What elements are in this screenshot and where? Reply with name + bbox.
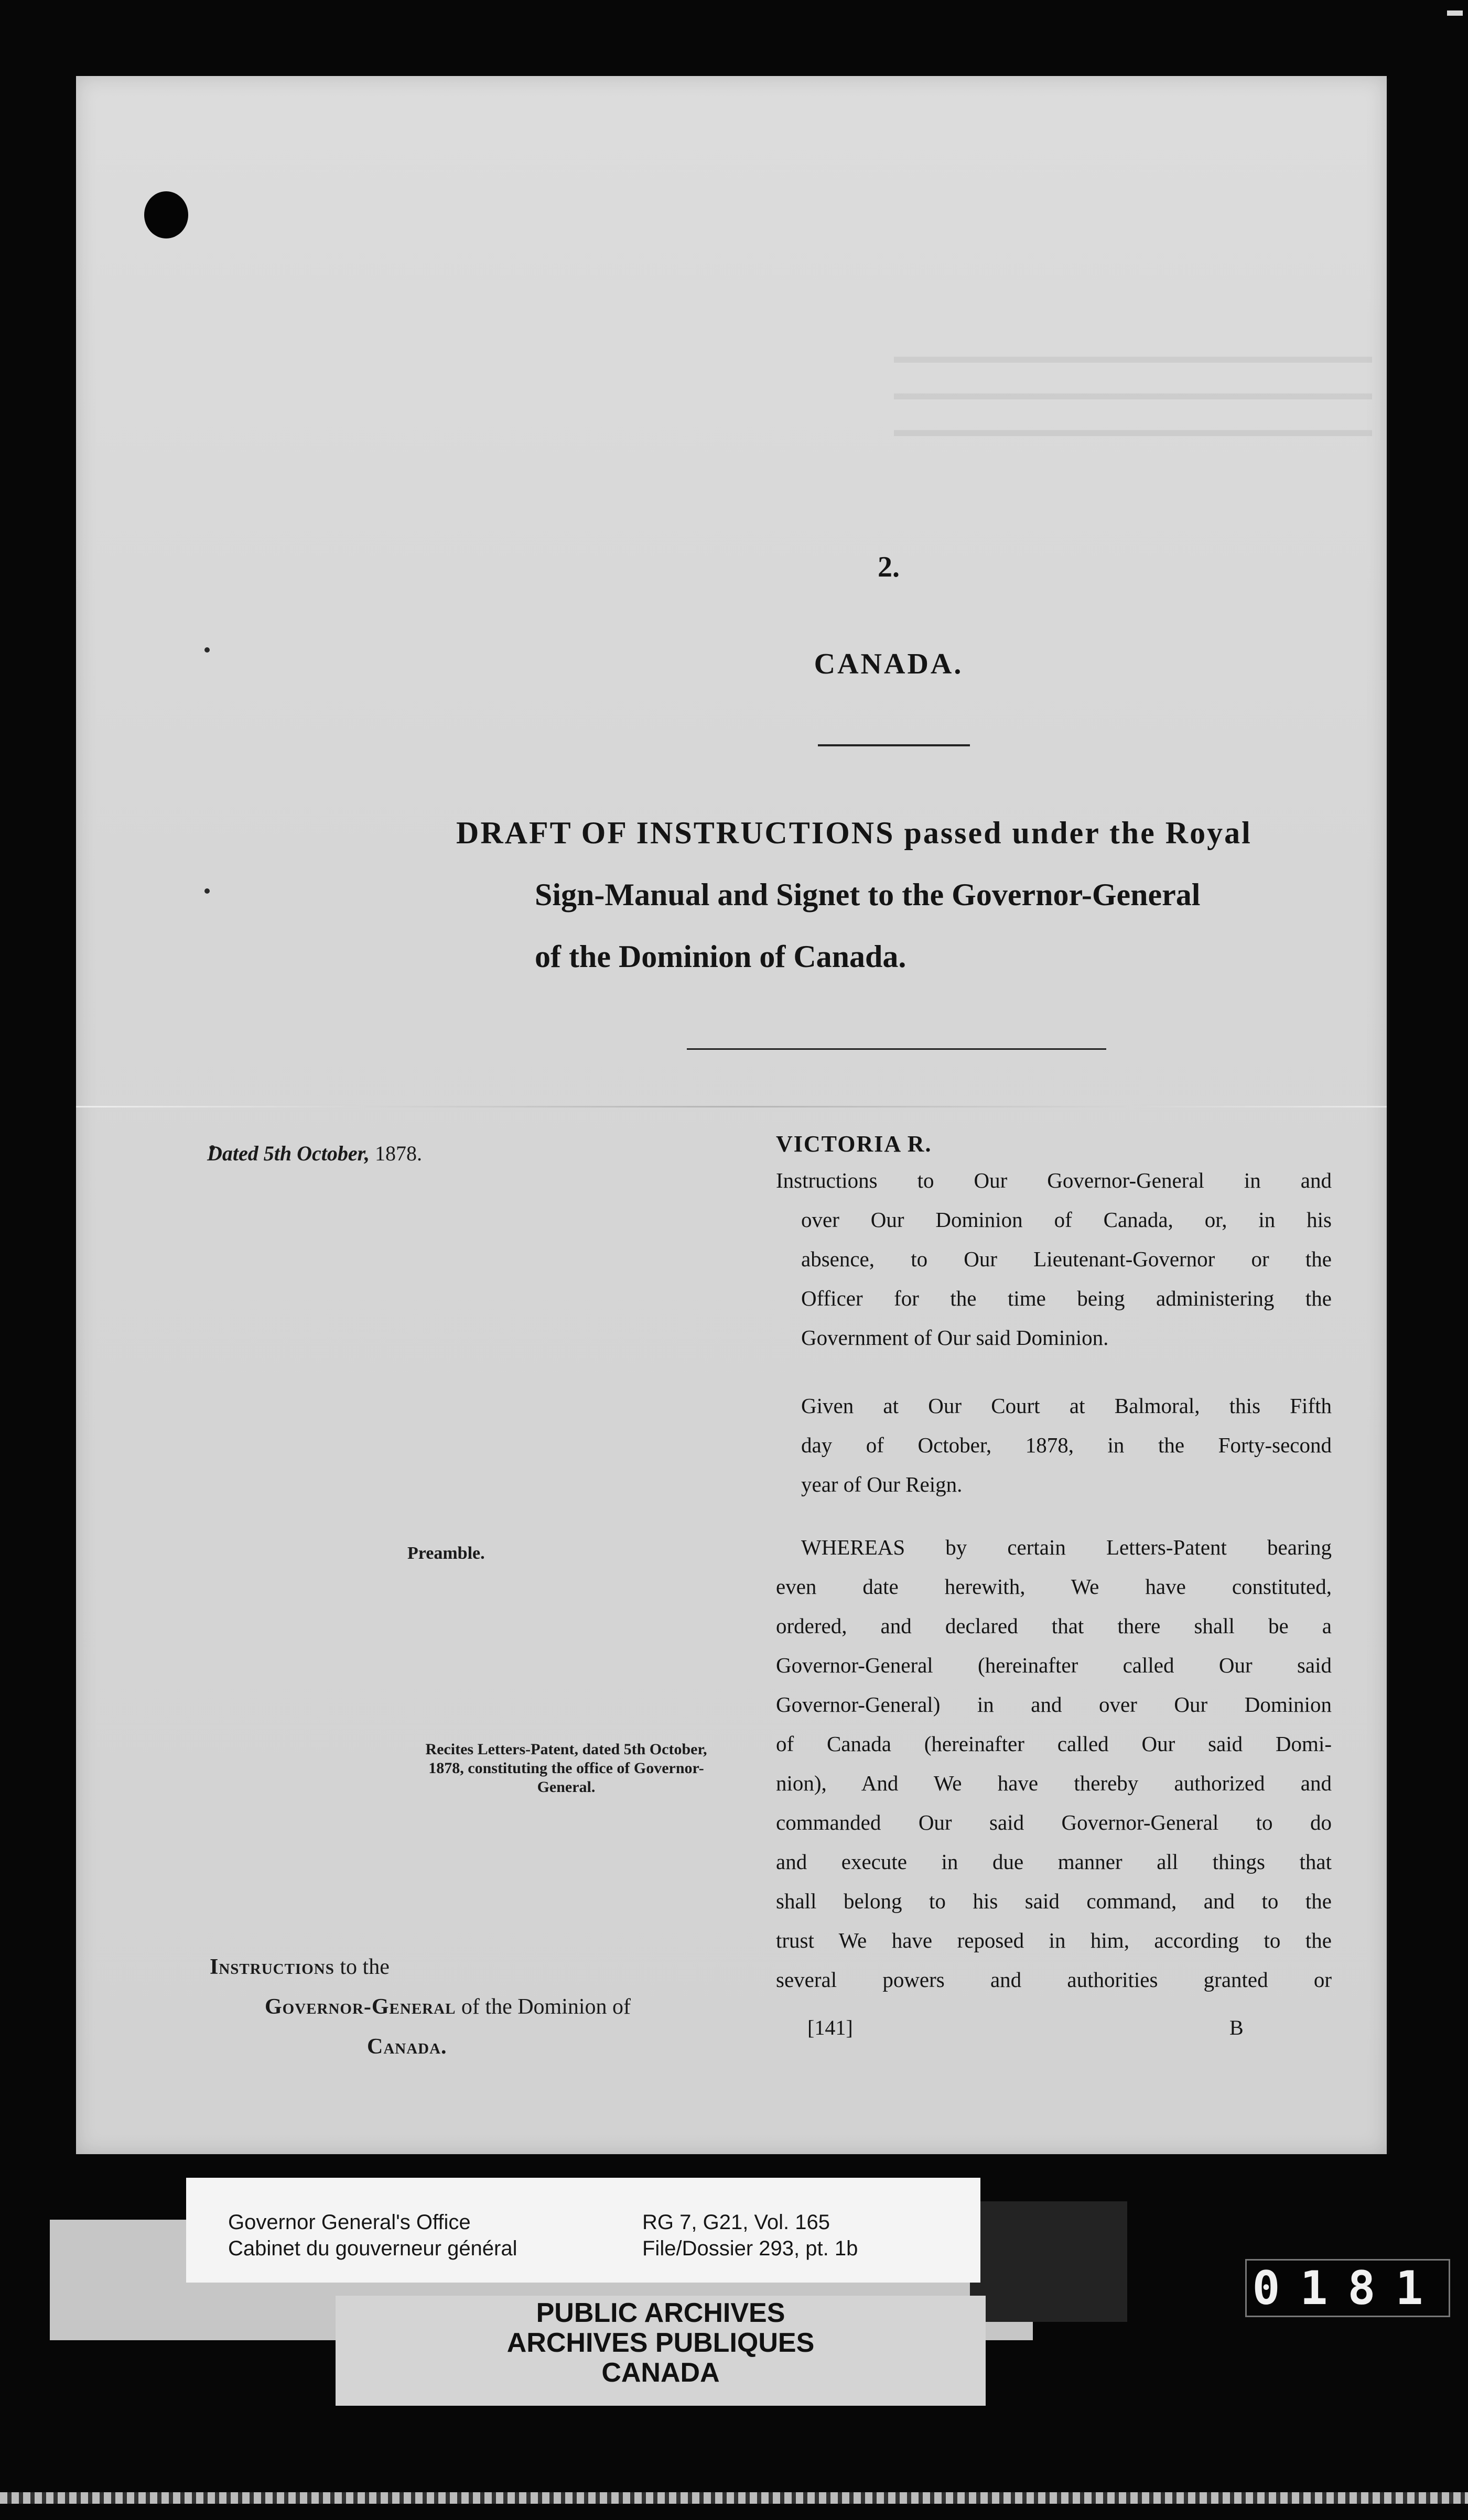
title-rule (687, 1048, 1106, 1050)
royal-signature: VICTORIA R. (776, 1131, 932, 1157)
office-english: Governor General's Office (228, 2211, 471, 2234)
public-archives-stamp: PUBLIC ARCHIVES ARCHIVES PUBLIQUES CANADA (506, 2298, 815, 2388)
film-edge-strip (0, 2492, 1468, 2504)
document-title (456, 802, 1337, 987)
archive-reference-label (186, 2178, 980, 2283)
title-line: Sign-Manual and Signet to the Governor-General (535, 877, 1201, 912)
frame-number: 0181 (1245, 2259, 1450, 2317)
instructions-label-line3: Canada. (367, 2035, 447, 2059)
reference-file: File/Dossier 293, pt. 1b (642, 2237, 858, 2260)
preamble-note: Preamble. (407, 1544, 485, 1563)
punch-hole (144, 191, 188, 238)
instructions-label (210, 1947, 631, 2067)
instructions-label-line2: Governor-General of the Dominion of (265, 1995, 631, 2019)
reference-volume: RG 7, G21, Vol. 165 (642, 2211, 830, 2234)
printed-page-number: [141] (807, 2016, 853, 2039)
reference-numbers (642, 2209, 858, 2262)
office-french: Cabinet du gouverneur général (228, 2237, 517, 2260)
heading-rule (818, 744, 970, 746)
dated-note (207, 1141, 422, 1166)
document-page: ▬▬▬▬▬▬▬▬▬▬▬▬▬▬▬▬▬▬▬▬▬▬▬▬ ▬▬▬▬▬▬▬▬▬▬▬▬▬▬▬▬▬▬▬▬▬▬▬▬ ▬▬▬▬▬▬▬▬▬▬▬▬▬▬▬▬▬▬▬▬▬▬▬▬ 2. CANADA. DRAFT OF INSTRUCTIONS passed under the Royal Sign-Manual and Signet to the Governor-General of the Dominion of Canada. Dated 5th October, 1878. Preamble. Recites Letters-Patent, dated 5th October, 1878, constituting the office of Governor-General. Instructions to the Governor-General of the Dominion of Canada. VICTORIA R. Instructions to Our Governor-General in and over Our Dominion of Canada, or, in his absence, to Our Lieutenant-Governor or the Officer for the time being administering the Government of Our said Dominion. Given at Our Court at Balmoral, this Fifth day of October, 1878, in the Forty-second year of Our Reign. WHEREAS by certain Letters-Patent bearing even date herewith, We have constituted, ordered, and declared that there shall be a Governor-General (hereinafter called Our said Governor-General) in and over Our Dominion of Canada (hereinafter called Our said Domi- nion), And We have thereby authorized and commanded Our said Governor-General to do and execute in due manner all things that shall belong to his said command, and to the trust We have reposed in him, according to the several powers and authorities granted or [141] B (76, 76, 1387, 2154)
dated-year: 1878. (374, 1142, 422, 1165)
given-paragraph: Given at Our Court at Balmoral, this Fifth day of October, 1878, in the Forty-second year of Our Reign. (801, 1394, 1332, 1496)
film-edge-mark (1447, 10, 1463, 16)
country-heading: CANADA. (814, 648, 964, 680)
office-names (228, 2209, 517, 2262)
instructions-label-line1: Instructions to the (210, 1955, 390, 1979)
dated-prefix: Dated 5th October, (207, 1142, 370, 1165)
title-line: of the Dominion of Canada. (535, 939, 906, 974)
whereas-paragraph: WHEREAS by certain Letters-Patent bearing even date herewith, We have constituted, ordered, and declared that there shall be a Governor-General (hereinafter called Our said Governor-General) in and over Our Dominion of Canada (hereinafter called Our said Domi- nion), And We have thereby authorized and commanded Our said Governor-General to do and execute in due manner all things that shall belong to his said command, and to the trust We have reposed in him, according to the several powers and authorities granted or (776, 1535, 1332, 1992)
title-line: DRAFT OF INSTRUCTIONS passed under the Royal (456, 816, 1252, 850)
page-number: 2. (878, 551, 900, 583)
recites-note: Recites Letters-Patent, dated 5th October, 1878, constituting the office of Governor-General. (425, 1741, 707, 1796)
signature-mark: B (1229, 2016, 1244, 2039)
page-fold-line (76, 1106, 1387, 1107)
instructions-paragraph: Instructions to Our Governor-General in and over Our Dominion of Canada, or, in his absence, to Our Lieutenant-Governor or the Officer for the time being administering the Government of Our said Dominion. (776, 1168, 1332, 1350)
